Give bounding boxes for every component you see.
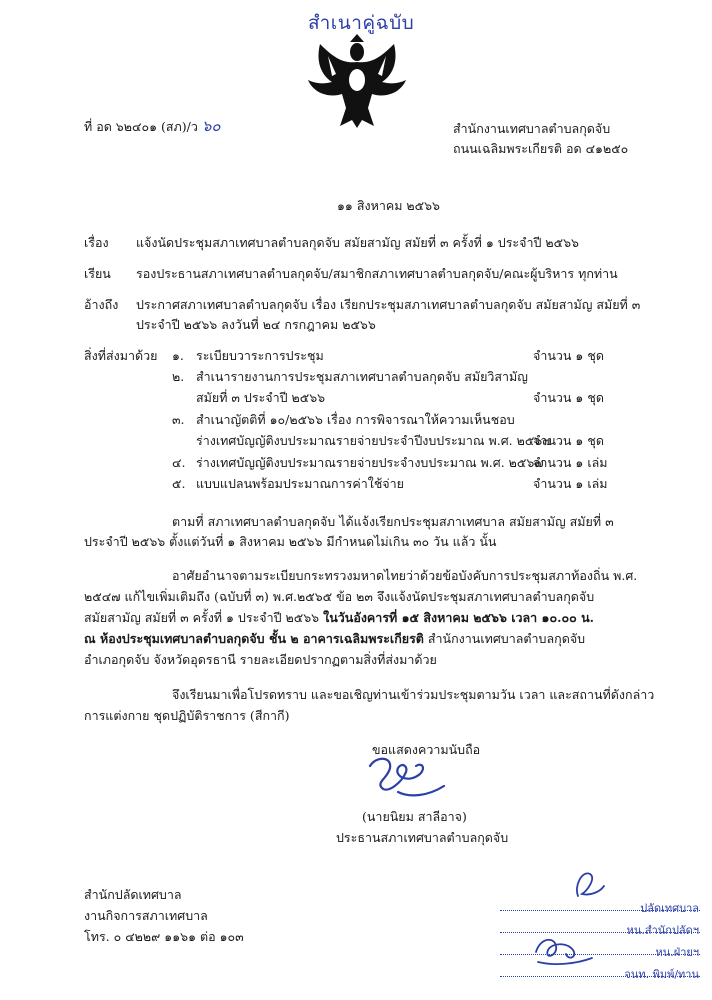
enclosure-item-1 bbox=[172, 347, 672, 364]
enclosure-item-2 bbox=[172, 368, 672, 385]
meeting-location: ณ ห้องประชุมเทศบาลตำบลกุดจับ ชั้น ๒ อาคารเฉลิมพระเกียรติ bbox=[84, 631, 424, 646]
enclosure-number: ๑. bbox=[172, 348, 184, 363]
document-number bbox=[84, 118, 221, 135]
signature-icon bbox=[362, 752, 452, 802]
paragraph-1-line-2: ประจำปี ๒๕๖๖ ตั้งแต่วันที่ ๑ สิงหาคม ๒๕๖๖ มีกำหนดไม่เกิน ๓๐ วัน แล้ว นั้น bbox=[84, 534, 497, 549]
enclosure-title: ร่างเทศบัญญัติงบประมาณรายจ่ายประจำงบประมาณ พ.ศ. ๒๕๖๗ bbox=[196, 455, 544, 470]
closing-salutation: ขอแสดงความนับถือ bbox=[372, 742, 481, 757]
reference-line-2: ประจำปี ๒๕๖๖ ลงวันที่ ๒๔ กรกฎาคม ๒๕๖๖ bbox=[136, 317, 376, 332]
reference-label: อ้างถึง bbox=[84, 297, 119, 312]
paragraph-3-line-2: การแต่งกาย ชุดปฏิบัติราชการ (สีกากี) bbox=[84, 708, 290, 723]
enclosure-quantity: จำนวน ๑ ชุด bbox=[533, 433, 604, 448]
meeting-datetime: ในวันอังคารที่ ๑๕ สิงหาคม ๒๕๖๖ เวลา ๑๐.๐๐ น. bbox=[323, 610, 594, 625]
initial-mark-icon bbox=[570, 866, 610, 902]
enclosure-quantity: จำนวน ๑ เล่ม bbox=[533, 455, 608, 470]
session-info: สมัยสามัญ สมัยที่ ๓ ครั้งที่ ๑ ประจำปี ๒๕๖๖ bbox=[84, 610, 320, 625]
enclosure-item-5 bbox=[172, 475, 672, 492]
footer-section: งานกิจการสภาเทศบาล bbox=[84, 908, 208, 923]
paragraph-2-line-5: อำเภอกุดจับ จังหวัดอุดรธานี รายละเอียดปรากฏตามสิ่งที่ส่งมาด้วย bbox=[84, 652, 437, 667]
to-text: รองประธานสภาเทศบาลตำบลกุดจับ/สมาชิกสภาเทศบาลตำบลกุดจับ/คณะผู้บริหาร ทุกท่าน bbox=[136, 266, 618, 281]
enclosure-quantity: จำนวน ๑ ชุด bbox=[533, 348, 604, 363]
signer-name: (นายนิยม สาลีอาจ) bbox=[362, 809, 467, 824]
subject-label: เรื่อง bbox=[84, 235, 109, 250]
enclosure-item-4 bbox=[172, 454, 672, 471]
subject-text: แจ้งนัดประชุมสภาเทศบาลตำบลกุดจับ สมัยสามัญ สมัยที่ ๓ ครั้งที่ ๑ ประจำปี ๒๕๖๖ bbox=[136, 235, 579, 250]
footer-department: สำนักปลัดเทศบาล bbox=[84, 887, 182, 902]
paragraph-1-line-1: ตามที่ สภาเทศบาลตำบลกุดจับ ได้แจ้งเรียกประชุมสภาเทศบาล สมัยสามัญ สมัยที่ ๓ bbox=[172, 514, 614, 529]
initial-mark-icon bbox=[530, 928, 600, 968]
footer-phone: โทร. ๐ ๔๒๒๙ ๑๑๖๑ ต่อ ๑๐๓ bbox=[84, 929, 244, 944]
document-date: ๑๑ สิงหาคม ๒๕๖๖ bbox=[337, 198, 440, 213]
routing-item-head-of-division: หน.ฝ่ายฯ bbox=[655, 946, 699, 959]
document-number-prefix: ที่ อด ๖๒๔๐๑ (สภ)/ว bbox=[84, 119, 198, 134]
enclosure-title-continued: สมัยที่ ๓ ประจำปี ๒๕๖๖ bbox=[196, 390, 326, 405]
office-name: สำนักงานเทศบาลตำบลกุดจับ bbox=[453, 121, 611, 136]
document-number-handwritten: ๖๐ bbox=[201, 117, 221, 135]
signer-position: ประธานสภาเทศบาลตำบลกุดจับ bbox=[336, 830, 509, 845]
paragraph-3-line-1: จึงเรียนมาเพื่อโปรดทราบ และขอเชิญท่านเข้าร่วมประชุมตามวัน เวลา และสถานที่ดังกล่าว bbox=[172, 687, 655, 702]
enclosure-item-3 bbox=[172, 411, 672, 428]
routing-initials-block bbox=[500, 866, 705, 996]
paragraph-2-line-2: ๒๕๔๗ แก้ไขเพิ่มเติมถึง (ฉบับที่ ๓) พ.ศ.๒๕๖๕ ข้อ ๒๓ จึงแจ้งนัดประชุมสภาเทศบาลตำบลกุดจับ bbox=[84, 589, 595, 604]
enclosure-title: แบบแปลนพร้อมประมาณการค่าใช้จ่าย bbox=[196, 476, 404, 491]
enclosure-number: ๕. bbox=[172, 476, 186, 491]
routing-item-typist: จนท. พิมพ์/ทาน bbox=[624, 968, 699, 981]
enclosure-number: ๒. bbox=[172, 369, 185, 384]
enclosure-quantity: จำนวน ๑ ชุด bbox=[533, 390, 604, 405]
enclosure-number: ๓. bbox=[172, 412, 185, 427]
enclosure-title-continued: ร่างเทศบัญญัติงบประมาณรายจ่ายประจำปีงบประมาณ พ.ศ. ๒๕๖๗ bbox=[196, 433, 552, 448]
paragraph-2-line-4 bbox=[84, 630, 585, 647]
reference-line-1: ประกาศสภาเทศบาลตำบลกุดจับ เรื่อง เรียกประชุมสภาเทศบาลตำบลกุดจับ สมัยสามัญ สมัยที่ ๓ bbox=[136, 297, 641, 312]
office-address: ถนนเฉลิมพระเกียรติ อด ๔๑๒๕๐ bbox=[453, 141, 629, 156]
enclosure-number: ๔. bbox=[172, 455, 186, 470]
enclosure-title: สำเนาญัตติที่ ๑๐/๒๕๖๖ เรื่อง การพิจารณาให้ความเห็นชอบ bbox=[196, 412, 515, 427]
enclosures-label: สิ่งที่ส่งมาด้วย bbox=[84, 348, 158, 363]
to-label: เรียน bbox=[84, 266, 111, 281]
enclosure-title: สำเนารายงานการประชุมสภาเทศบาลตำบลกุดจับ สมัยวิสามัญ bbox=[196, 369, 528, 384]
routing-item-head-of-office: หน.สำนักปลัดฯ bbox=[626, 924, 699, 937]
enclosure-quantity: จำนวน ๑ เล่ม bbox=[533, 476, 608, 491]
enclosure-title: ระเบียบวาระการประชุม bbox=[196, 348, 324, 363]
paragraph-2-line-1: อาศัยอำนาจตามระเบียบกระทรวงมหาดไทยว่าด้วยข้อบังคับการประชุมสภาท้องถิ่น พ.ศ. bbox=[172, 568, 638, 583]
routing-item-municipal-clerk: ปลัดเทศบาล bbox=[640, 902, 699, 915]
office-reference: สำนักงานเทศบาลตำบลกุดจับ bbox=[427, 631, 586, 646]
paragraph-2-line-3 bbox=[84, 609, 594, 626]
copy-stamp: สำเนาคู่ฉบับ bbox=[308, 12, 415, 34]
garuda-emblem-icon bbox=[302, 34, 412, 130]
